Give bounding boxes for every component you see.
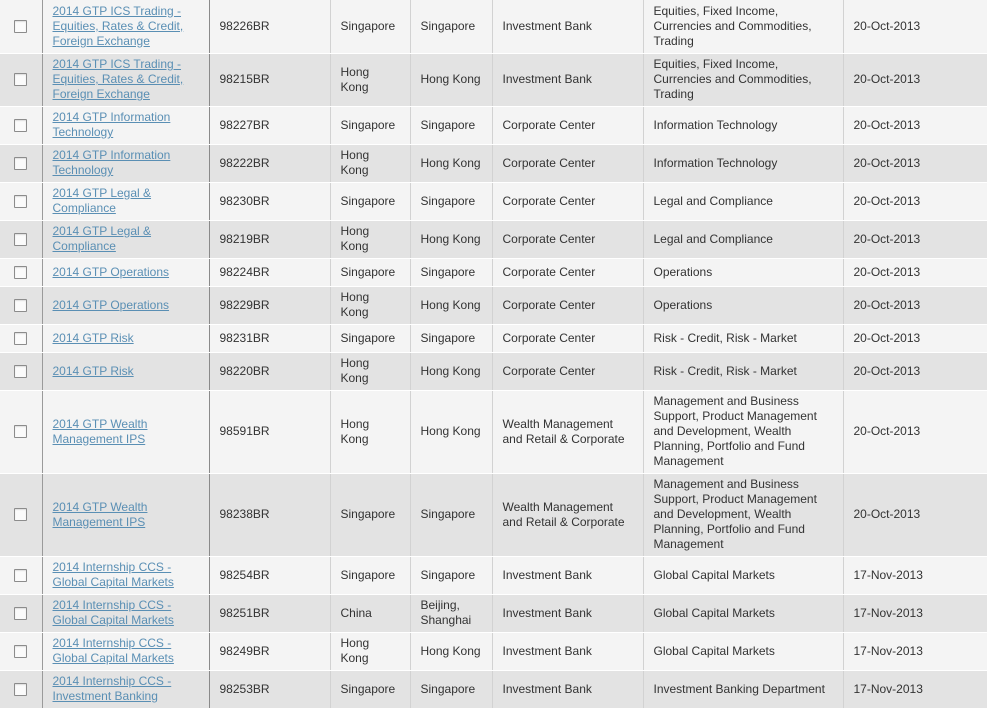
posted-date-cell: 17-Nov-2013 <box>843 594 987 632</box>
job-title-link[interactable]: 2014 GTP Risk <box>52 363 134 378</box>
table-row <box>0 556 987 594</box>
posted-date-cell: 20-Oct-2013 <box>843 258 987 286</box>
function-cell: Operations <box>643 286 843 324</box>
select-cell <box>0 670 42 708</box>
select-cell <box>0 0 42 53</box>
row-select-checkbox[interactable] <box>14 645 27 658</box>
requisition-id-cell: 98226BR <box>209 0 330 53</box>
division-cell: Investment Bank <box>492 594 643 632</box>
country-cell: Singapore <box>330 324 410 352</box>
job-title-link[interactable]: 2014 GTP Legal & Compliance <box>52 224 152 253</box>
table-row <box>0 0 987 53</box>
job-title-link[interactable]: 2014 GTP Wealth Management IPS <box>52 416 148 446</box>
job-title-cell <box>42 556 209 594</box>
job-title-link[interactable]: 2014 GTP Wealth Management IPS <box>52 499 148 529</box>
requisition-id-cell: 98249BR <box>209 632 330 670</box>
city-cell: Singapore <box>410 258 492 286</box>
select-cell <box>0 182 42 220</box>
division-cell: Corporate Center <box>492 182 643 220</box>
city-cell: Singapore <box>410 106 492 144</box>
table-row <box>0 106 987 144</box>
table-row <box>0 324 987 352</box>
city-cell: Singapore <box>410 556 492 594</box>
select-cell <box>0 324 42 352</box>
row-select-checkbox[interactable] <box>14 266 27 279</box>
job-title-link[interactable]: 2014 GTP ICS Trading - Equities, Rates & Credit, Foreign Exchange <box>52 57 184 101</box>
division-cell: Corporate Center <box>492 220 643 258</box>
job-title-cell <box>42 594 209 632</box>
job-title-cell <box>42 352 209 390</box>
select-cell <box>0 473 42 556</box>
division-cell: Corporate Center <box>492 352 643 390</box>
row-select-checkbox[interactable] <box>14 195 27 208</box>
row-select-checkbox[interactable] <box>14 607 27 620</box>
division-cell: Corporate Center <box>492 144 643 182</box>
function-cell: Information Technology <box>643 106 843 144</box>
job-title-link[interactable]: 2014 GTP Risk <box>52 330 134 345</box>
job-title-cell <box>42 0 209 53</box>
country-cell: Singapore <box>330 106 410 144</box>
function-cell: Equities, Fixed Income, Currencies and Commodities, Trading <box>643 53 843 106</box>
select-cell <box>0 106 42 144</box>
division-cell: Investment Bank <box>492 0 643 53</box>
country-cell: Singapore <box>330 258 410 286</box>
function-cell: Equities, Fixed Income, Currencies and Commodities, Trading <box>643 0 843 53</box>
row-select-checkbox[interactable] <box>14 119 27 132</box>
city-cell: Hong Kong <box>410 632 492 670</box>
select-cell <box>0 286 42 324</box>
country-cell: Hong Kong <box>330 390 410 473</box>
posted-date-cell: 20-Oct-2013 <box>843 220 987 258</box>
posted-date-cell: 20-Oct-2013 <box>843 106 987 144</box>
select-cell <box>0 53 42 106</box>
requisition-id-cell: 98227BR <box>209 106 330 144</box>
job-title-link[interactable]: 2014 Internship CCS - Global Capital Markets <box>52 598 174 627</box>
row-select-checkbox[interactable] <box>14 233 27 246</box>
job-title-cell <box>42 286 209 324</box>
job-title-link[interactable]: 2014 Internship CCS - Global Capital Markets <box>52 636 174 665</box>
division-cell: Investment Bank <box>492 670 643 708</box>
job-title-link[interactable]: 2014 Internship CCS - Global Capital Markets <box>52 560 174 589</box>
posted-date-cell: 20-Oct-2013 <box>843 182 987 220</box>
select-cell <box>0 144 42 182</box>
requisition-id-cell: 98251BR <box>209 594 330 632</box>
job-title-cell <box>42 670 209 708</box>
job-title-cell <box>42 390 209 473</box>
country-cell: Singapore <box>330 473 410 556</box>
country-cell: Hong Kong <box>330 286 410 324</box>
function-cell: Global Capital Markets <box>643 594 843 632</box>
select-cell <box>0 258 42 286</box>
function-cell: Operations <box>643 258 843 286</box>
posted-date-cell: 17-Nov-2013 <box>843 670 987 708</box>
row-select-checkbox[interactable] <box>14 425 27 438</box>
country-cell: Singapore <box>330 0 410 53</box>
posted-date-cell: 20-Oct-2013 <box>843 0 987 53</box>
row-select-checkbox[interactable] <box>14 508 27 521</box>
division-cell: Wealth Management and Retail & Corporate <box>492 473 643 556</box>
posted-date-cell: 20-Oct-2013 <box>843 473 987 556</box>
requisition-id-cell: 98215BR <box>209 53 330 106</box>
division-cell: Corporate Center <box>492 324 643 352</box>
city-cell: Singapore <box>410 182 492 220</box>
city-cell: Hong Kong <box>410 53 492 106</box>
function-cell: Legal and Compliance <box>643 220 843 258</box>
requisition-id-cell: 98591BR <box>209 390 330 473</box>
function-cell: Management and Business Support, Product Management and Development, Wealth Planning, Portfolio and Fund Management <box>643 473 843 556</box>
function-cell: Legal and Compliance <box>643 182 843 220</box>
country-cell: Singapore <box>330 556 410 594</box>
row-select-checkbox[interactable] <box>14 683 27 696</box>
table-row <box>0 670 987 708</box>
city-cell: Hong Kong <box>410 220 492 258</box>
job-title-link[interactable]: 2014 GTP Operations <box>52 297 170 312</box>
city-cell: Singapore <box>410 670 492 708</box>
city-cell: Beijing, Shanghai <box>410 594 492 632</box>
division-cell: Investment Bank <box>492 556 643 594</box>
table-row <box>0 286 987 324</box>
city-cell: Hong Kong <box>410 144 492 182</box>
job-title-link[interactable]: 2014 Internship CCS - Investment Banking <box>52 674 172 703</box>
table-row <box>0 594 987 632</box>
requisition-id-cell: 98219BR <box>209 220 330 258</box>
posted-date-cell: 20-Oct-2013 <box>843 53 987 106</box>
table-row <box>0 390 987 473</box>
posted-date-cell: 17-Nov-2013 <box>843 556 987 594</box>
division-cell: Corporate Center <box>492 258 643 286</box>
function-cell: Risk - Credit, Risk - Market <box>643 352 843 390</box>
job-title-cell <box>42 144 209 182</box>
job-title-cell <box>42 324 209 352</box>
function-cell: Risk - Credit, Risk - Market <box>643 324 843 352</box>
job-title-link[interactable]: 2014 GTP Information Technology <box>52 110 171 139</box>
posted-date-cell: 20-Oct-2013 <box>843 286 987 324</box>
job-title-cell <box>42 473 209 556</box>
row-select-checkbox[interactable] <box>14 20 27 33</box>
job-title-cell <box>42 632 209 670</box>
country-cell: Hong Kong <box>330 352 410 390</box>
country-cell: Singapore <box>330 670 410 708</box>
posted-date-cell: 20-Oct-2013 <box>843 324 987 352</box>
country-cell: China <box>330 594 410 632</box>
division-cell: Corporate Center <box>492 106 643 144</box>
requisition-id-cell: 98254BR <box>209 556 330 594</box>
requisition-id-cell: 98253BR <box>209 670 330 708</box>
requisition-id-cell: 98220BR <box>209 352 330 390</box>
job-title-link[interactable]: 2014 GTP ICS Trading - Equities, Rates & Credit, Foreign Exchange <box>52 3 184 48</box>
division-cell: Wealth Management and Retail & Corporate <box>492 390 643 473</box>
job-title-link[interactable]: 2014 GTP Legal & Compliance <box>52 186 152 215</box>
job-title-link[interactable]: 2014 GTP Operations <box>52 264 170 279</box>
select-cell <box>0 632 42 670</box>
table-row <box>0 220 987 258</box>
requisition-id-cell: 98231BR <box>209 324 330 352</box>
table-row <box>0 182 987 220</box>
city-cell: Singapore <box>410 473 492 556</box>
country-cell: Hong Kong <box>330 632 410 670</box>
posted-date-cell: 20-Oct-2013 <box>843 390 987 473</box>
posted-date-cell: 17-Nov-2013 <box>843 632 987 670</box>
job-title-cell <box>42 106 209 144</box>
row-select-checkbox[interactable] <box>14 73 27 86</box>
select-cell <box>0 594 42 632</box>
table-row <box>0 53 987 106</box>
table-row <box>0 144 987 182</box>
requisition-id-cell: 98229BR <box>209 286 330 324</box>
division-cell: Corporate Center <box>492 286 643 324</box>
function-cell: Global Capital Markets <box>643 632 843 670</box>
requisition-id-cell: 98238BR <box>209 473 330 556</box>
country-cell: Hong Kong <box>330 144 410 182</box>
job-title-link[interactable]: 2014 GTP Information Technology <box>52 148 171 177</box>
job-title-cell <box>42 220 209 258</box>
table-row <box>0 352 987 390</box>
select-cell <box>0 352 42 390</box>
table-row <box>0 473 987 556</box>
row-select-checkbox[interactable] <box>14 157 27 170</box>
requisition-id-cell: 98222BR <box>209 144 330 182</box>
function-cell: Management and Business Support, Product Management and Development, Wealth Planning, Portfolio and Fund Management <box>643 390 843 473</box>
table-row <box>0 632 987 670</box>
job-title-cell <box>42 182 209 220</box>
function-cell: Investment Banking Department <box>643 670 843 708</box>
city-cell: Singapore <box>410 324 492 352</box>
select-cell <box>0 390 42 473</box>
country-cell: Hong Kong <box>330 220 410 258</box>
city-cell: Hong Kong <box>410 390 492 473</box>
job-title-cell <box>42 258 209 286</box>
row-select-checkbox[interactable] <box>14 299 27 312</box>
select-cell <box>0 556 42 594</box>
city-cell: Singapore <box>410 0 492 53</box>
posted-date-cell: 20-Oct-2013 <box>843 144 987 182</box>
requisition-id-cell: 98230BR <box>209 182 330 220</box>
row-select-checkbox[interactable] <box>14 365 27 378</box>
city-cell: Hong Kong <box>410 352 492 390</box>
division-cell: Investment Bank <box>492 53 643 106</box>
requisition-id-cell: 98224BR <box>209 258 330 286</box>
country-cell: Singapore <box>330 182 410 220</box>
posted-date-cell: 20-Oct-2013 <box>843 352 987 390</box>
function-cell: Information Technology <box>643 144 843 182</box>
division-cell: Investment Bank <box>492 632 643 670</box>
select-cell <box>0 220 42 258</box>
function-cell: Global Capital Markets <box>643 556 843 594</box>
row-select-checkbox[interactable] <box>14 332 27 345</box>
city-cell: Hong Kong <box>410 286 492 324</box>
table-row <box>0 258 987 286</box>
country-cell: Hong Kong <box>330 53 410 106</box>
job-title-cell <box>42 53 209 106</box>
row-select-checkbox[interactable] <box>14 569 27 582</box>
